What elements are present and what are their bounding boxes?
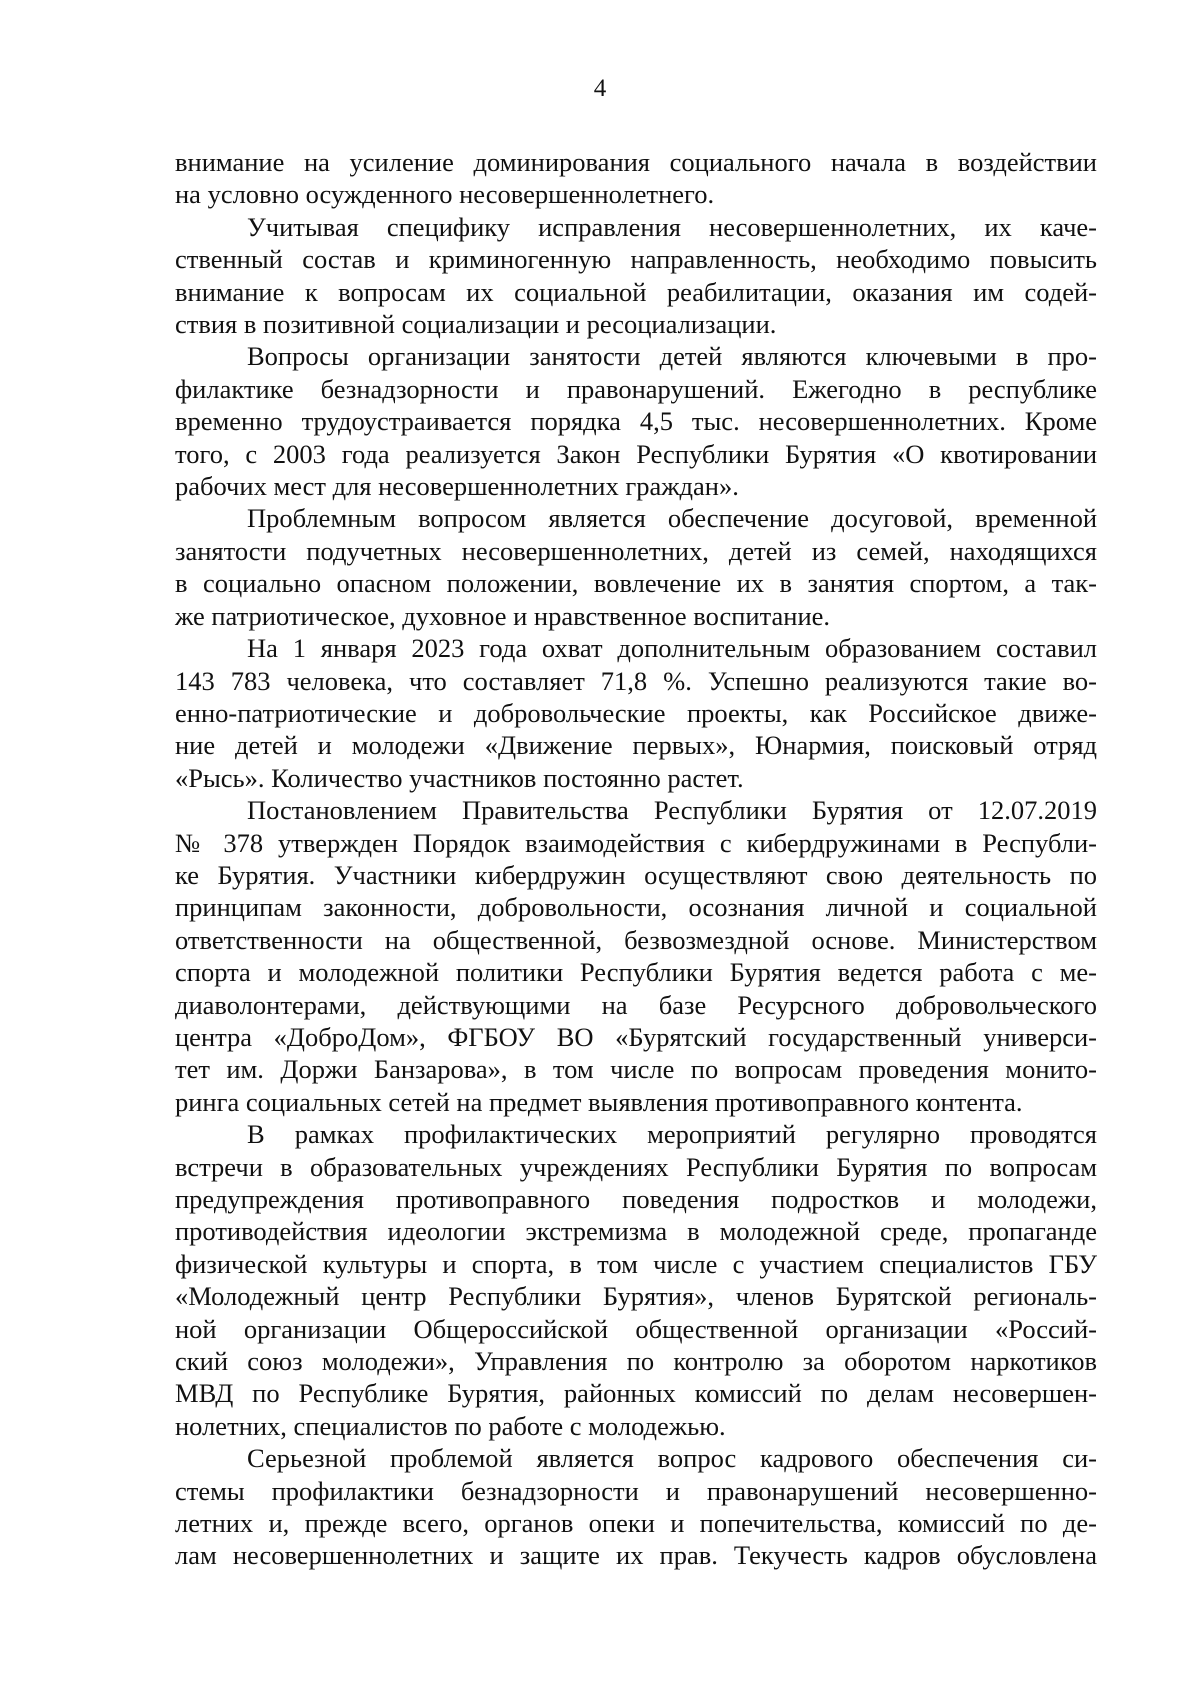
text-line: «Молодежный центр Республики Бурятия», членов Бурятской региональ- bbox=[175, 1281, 1097, 1312]
text-line: спорта и молодежной политики Республики Бурятия ведется работа с ме- bbox=[175, 957, 1097, 988]
text-line: Серьезной проблемой является вопрос кадрового обеспечения си- bbox=[247, 1443, 1097, 1474]
text-line: внимание на усиление доминирования социального начала в воздействии bbox=[175, 147, 1097, 177]
paragraph bbox=[175, 211, 1097, 341]
text-line: На 1 января 2023 года охват дополнительным образованием составил bbox=[247, 633, 1097, 664]
text-line: ский союз молодежи», Управления по контролю за оборотом наркотиков bbox=[175, 1346, 1097, 1377]
text-line: того, с 2003 года реализуется Закон Республики Бурятия «О квотировании bbox=[175, 438, 1097, 469]
text-line: В рамках профилактических мероприятий регулярно проводятся bbox=[247, 1119, 1097, 1150]
page-number: 4 bbox=[593, 75, 607, 102]
text-line: принципам законности, добровольности, осознания личной и социальной bbox=[175, 892, 1097, 923]
text-line: центра «ДоброДом», ФГБОУ ВО «Бурятский государственный универси- bbox=[175, 1021, 1097, 1052]
text-line: филактике безнадзорности и правонарушений. Ежегодно в республике bbox=[175, 373, 1097, 404]
paragraph bbox=[175, 340, 1097, 502]
text-line: ответственности на общественной, безвозмездной основе. Министерством bbox=[175, 924, 1097, 955]
text-line: предупреждения противоправного поведения подростков и молодежи, bbox=[175, 1184, 1097, 1214]
text-line: же патриотическое, духовное и нравственное воспитание. bbox=[175, 600, 831, 631]
text-line: Постановлением Правительства Республики Бурятия от 12.07.2019 bbox=[247, 795, 1097, 826]
text-line: ние детей и молодежи «Движение первых», Юнармия, поисковый отряд bbox=[175, 730, 1097, 761]
text-line: занятости подучетных несовершеннолетних, детей из семей, находящихся bbox=[175, 535, 1097, 566]
paragraph bbox=[175, 1118, 1097, 1442]
text-line: «Рысь». Количество участников постоянно растет. bbox=[175, 762, 744, 793]
text-line: 143 783 человека, что составляет 71,8 %. Успешно реализуются такие во- bbox=[175, 665, 1097, 696]
paragraph bbox=[175, 502, 1097, 632]
document-body bbox=[175, 146, 1097, 1572]
text-line: физической культуры и спорта, в том числе с участием специалистов ГБУ bbox=[175, 1248, 1097, 1279]
text-line: в социально опасном положении, вовлечение их в занятия спортом, а так- bbox=[175, 568, 1097, 599]
text-line: противодействия идеологии экстремизма в молодежной среде, пропаганде bbox=[175, 1216, 1097, 1247]
text-line: встречи в образовательных учреждениях Республики Бурятия по вопросам bbox=[175, 1151, 1097, 1182]
text-line: Учитывая специфику исправления несовершеннолетних, их каче- bbox=[247, 211, 1097, 242]
text-line: ственный состав и криминогенную направленность, необходимо повысить bbox=[175, 244, 1097, 275]
text-line: ке Бурятия. Участники кибердружин осуществляют свою деятельность по bbox=[175, 859, 1097, 890]
text-line: енно-патриотические и добровольческие проекты, как Российское движе- bbox=[175, 697, 1097, 728]
text-line: Вопросы организации занятости детей являются ключевыми в про- bbox=[247, 341, 1097, 372]
paragraph bbox=[175, 632, 1097, 794]
text-line: летних и, прежде всего, органов опеки и попечительства, комиссий по де- bbox=[175, 1508, 1097, 1539]
text-line: лам несовершеннолетних и защите их прав. Текучесть кадров обусловлена bbox=[175, 1540, 1097, 1571]
text-line: на условно осужденного несовершеннолетнего. bbox=[175, 179, 715, 210]
text-line: стемы профилактики безнадзорности и правонарушений несовершенно- bbox=[175, 1475, 1097, 1506]
text-line: нолетних, специалистов по работе с молодежью. bbox=[175, 1410, 726, 1441]
text-line: диаволонтерами, действующими на базе Ресурсного добровольческого bbox=[175, 989, 1097, 1020]
text-line: Проблемным вопросом является обеспечение досуговой, временной bbox=[247, 503, 1097, 534]
text-line: рабочих мест для несовершеннолетних граждан». bbox=[175, 471, 739, 502]
paragraph bbox=[175, 1442, 1097, 1572]
text-line: ной организации Общероссийской общественной организации «Россий- bbox=[175, 1313, 1097, 1344]
text-line: временно трудоустраивается порядка 4,5 тыс. несовершеннолетних. Кроме bbox=[175, 406, 1097, 437]
paragraph bbox=[175, 794, 1097, 1118]
text-line: МВД по Республике Бурятия, районных комиссий по делам несовершен- bbox=[175, 1378, 1097, 1409]
text-line: № 378 утвержден Порядок взаимодействия с кибердружинами в Республи- bbox=[175, 827, 1097, 858]
paragraph bbox=[175, 146, 1097, 211]
text-line: ствия в позитивной социализации и ресоциализации. bbox=[175, 309, 777, 340]
text-line: тет им. Доржи Банзарова», в том числе по вопросам проведения монито- bbox=[175, 1054, 1097, 1085]
text-line: ринга социальных сетей на предмет выявления противоправного контента. bbox=[175, 1086, 1023, 1117]
text-line: внимание к вопросам их социальной реабилитации, оказания им содей- bbox=[175, 276, 1097, 307]
